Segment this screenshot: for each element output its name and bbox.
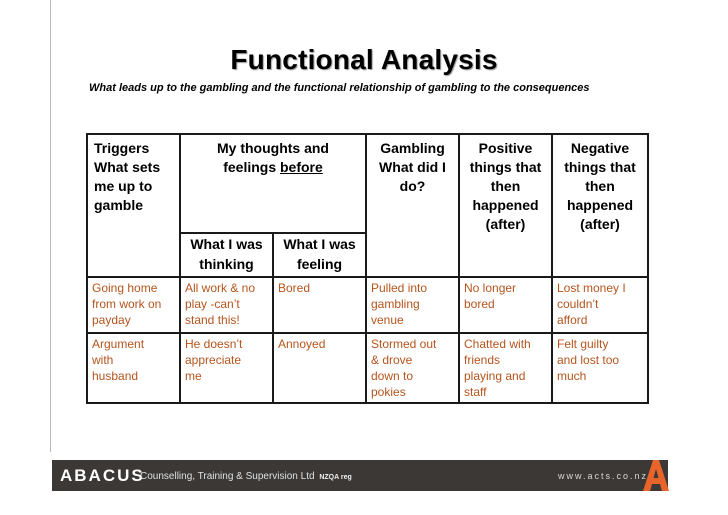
- abacus-a-logo-icon: [640, 460, 670, 491]
- cell-feeling: Bored: [273, 277, 366, 333]
- footer-bar: [52, 460, 668, 491]
- header-negative: Negative things that then happened (after): [552, 134, 648, 277]
- footer-tagline: Counselling, Training & Supervision Ltd NZQA reg: [140, 471, 352, 482]
- nzqa-badge: NZQA reg: [319, 474, 352, 481]
- header-positive: Positive things that then happened (after): [459, 134, 552, 277]
- page-subtitle: What leads up to the gambling and the functional relationship of gambling to the consequences: [89, 82, 590, 94]
- header-triggers: Triggers What sets me up to gamble: [87, 134, 180, 277]
- table-row: [87, 277, 648, 333]
- cell-positive: No longer bored: [459, 277, 552, 333]
- functional-analysis-table: [86, 133, 649, 404]
- cell-positive: Chatted with friends playing and staff: [459, 333, 552, 403]
- page-title: Functional Analysis: [230, 44, 498, 75]
- table-row: [87, 333, 648, 403]
- cell-gambling: Pulled into gambling venue: [366, 277, 459, 333]
- cell-negative: Lost money I couldn’t afford: [552, 277, 648, 333]
- abacus-logo: ABACUS: [60, 466, 145, 485]
- subheader-feeling: What I was feeling: [273, 233, 366, 277]
- footer-url: www.acts.co.nz: [558, 471, 649, 481]
- cell-thinking: All work & no play -can’t stand this!: [180, 277, 273, 333]
- cell-trigger: Going home from work on payday: [87, 277, 180, 333]
- cell-feeling: Annoyed: [273, 333, 366, 403]
- cell-thinking: He doesn’t appreciate me: [180, 333, 273, 403]
- cell-gambling: Stormed out & drove down to pokies: [366, 333, 459, 403]
- header-thoughts-feelings: My thoughts and feelings before: [180, 134, 366, 233]
- header-gambling: Gambling What did I do?: [366, 134, 459, 277]
- subheader-thinking: What I was thinking: [180, 233, 273, 277]
- cell-negative: Felt guilty and lost too much: [552, 333, 648, 403]
- cell-trigger: Argument with husband: [87, 333, 180, 403]
